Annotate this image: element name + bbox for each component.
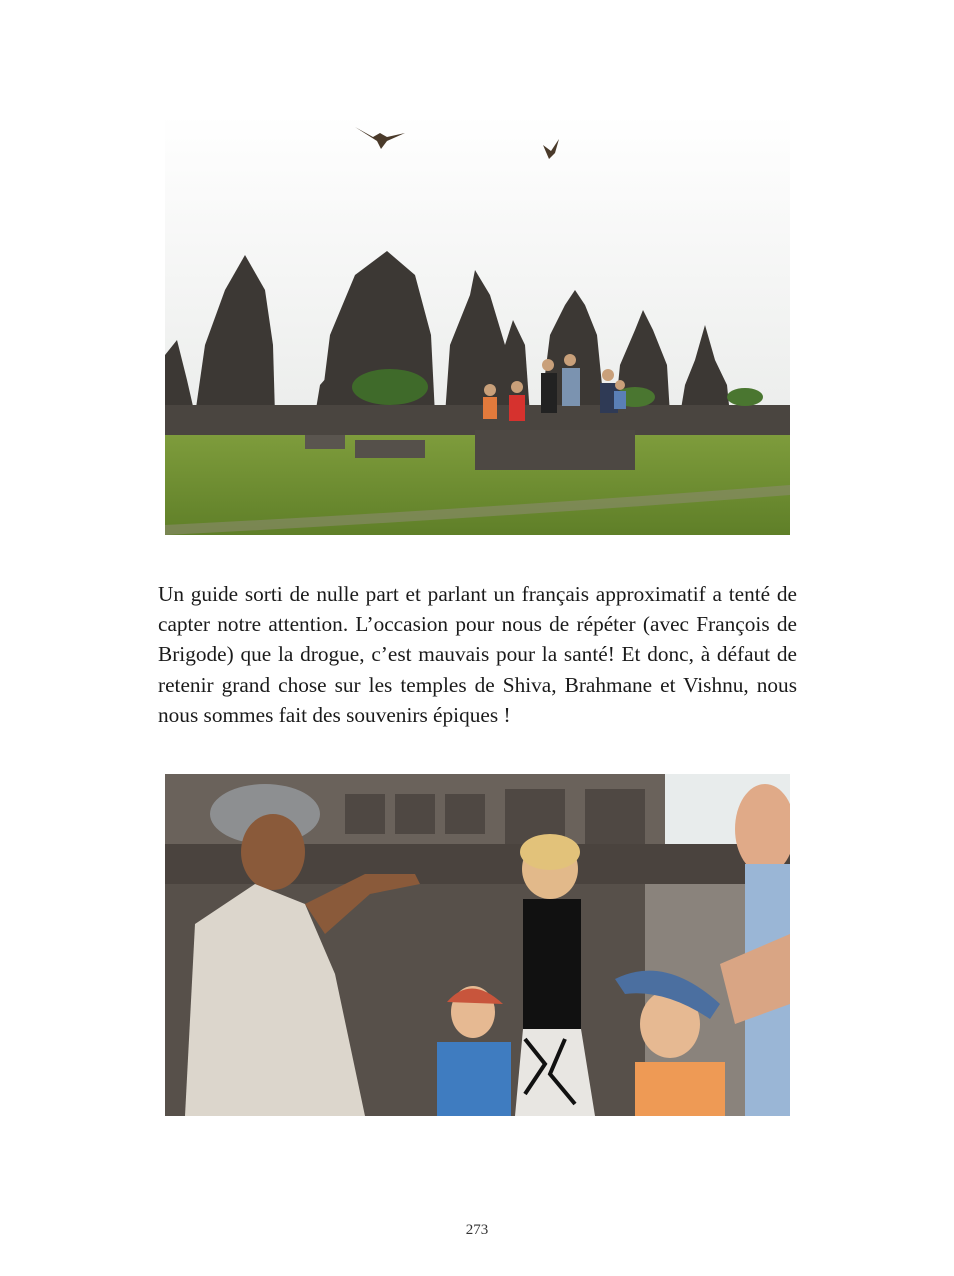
temple-group-photo-illustration — [165, 115, 790, 535]
guide-family-photo-illustration — [165, 774, 790, 1116]
temple-group-photo — [165, 115, 790, 535]
page-number: 273 — [465, 1222, 489, 1238]
body-paragraph: Un guide sorti de nulle part et parlant un français approximatif a tenté de capter notre attention. L’occasion pour nous de répéter (avec François de Brigode) que la drogue, c’est mauvais pour la santé! Et donc, à défaut de retenir grand chose sur les temples de Shiva, Brahmane et Vishnu, nous nous sommes fait des souvenirs épiques ! — [158, 582, 797, 727]
guide-family-photo — [165, 774, 790, 1116]
